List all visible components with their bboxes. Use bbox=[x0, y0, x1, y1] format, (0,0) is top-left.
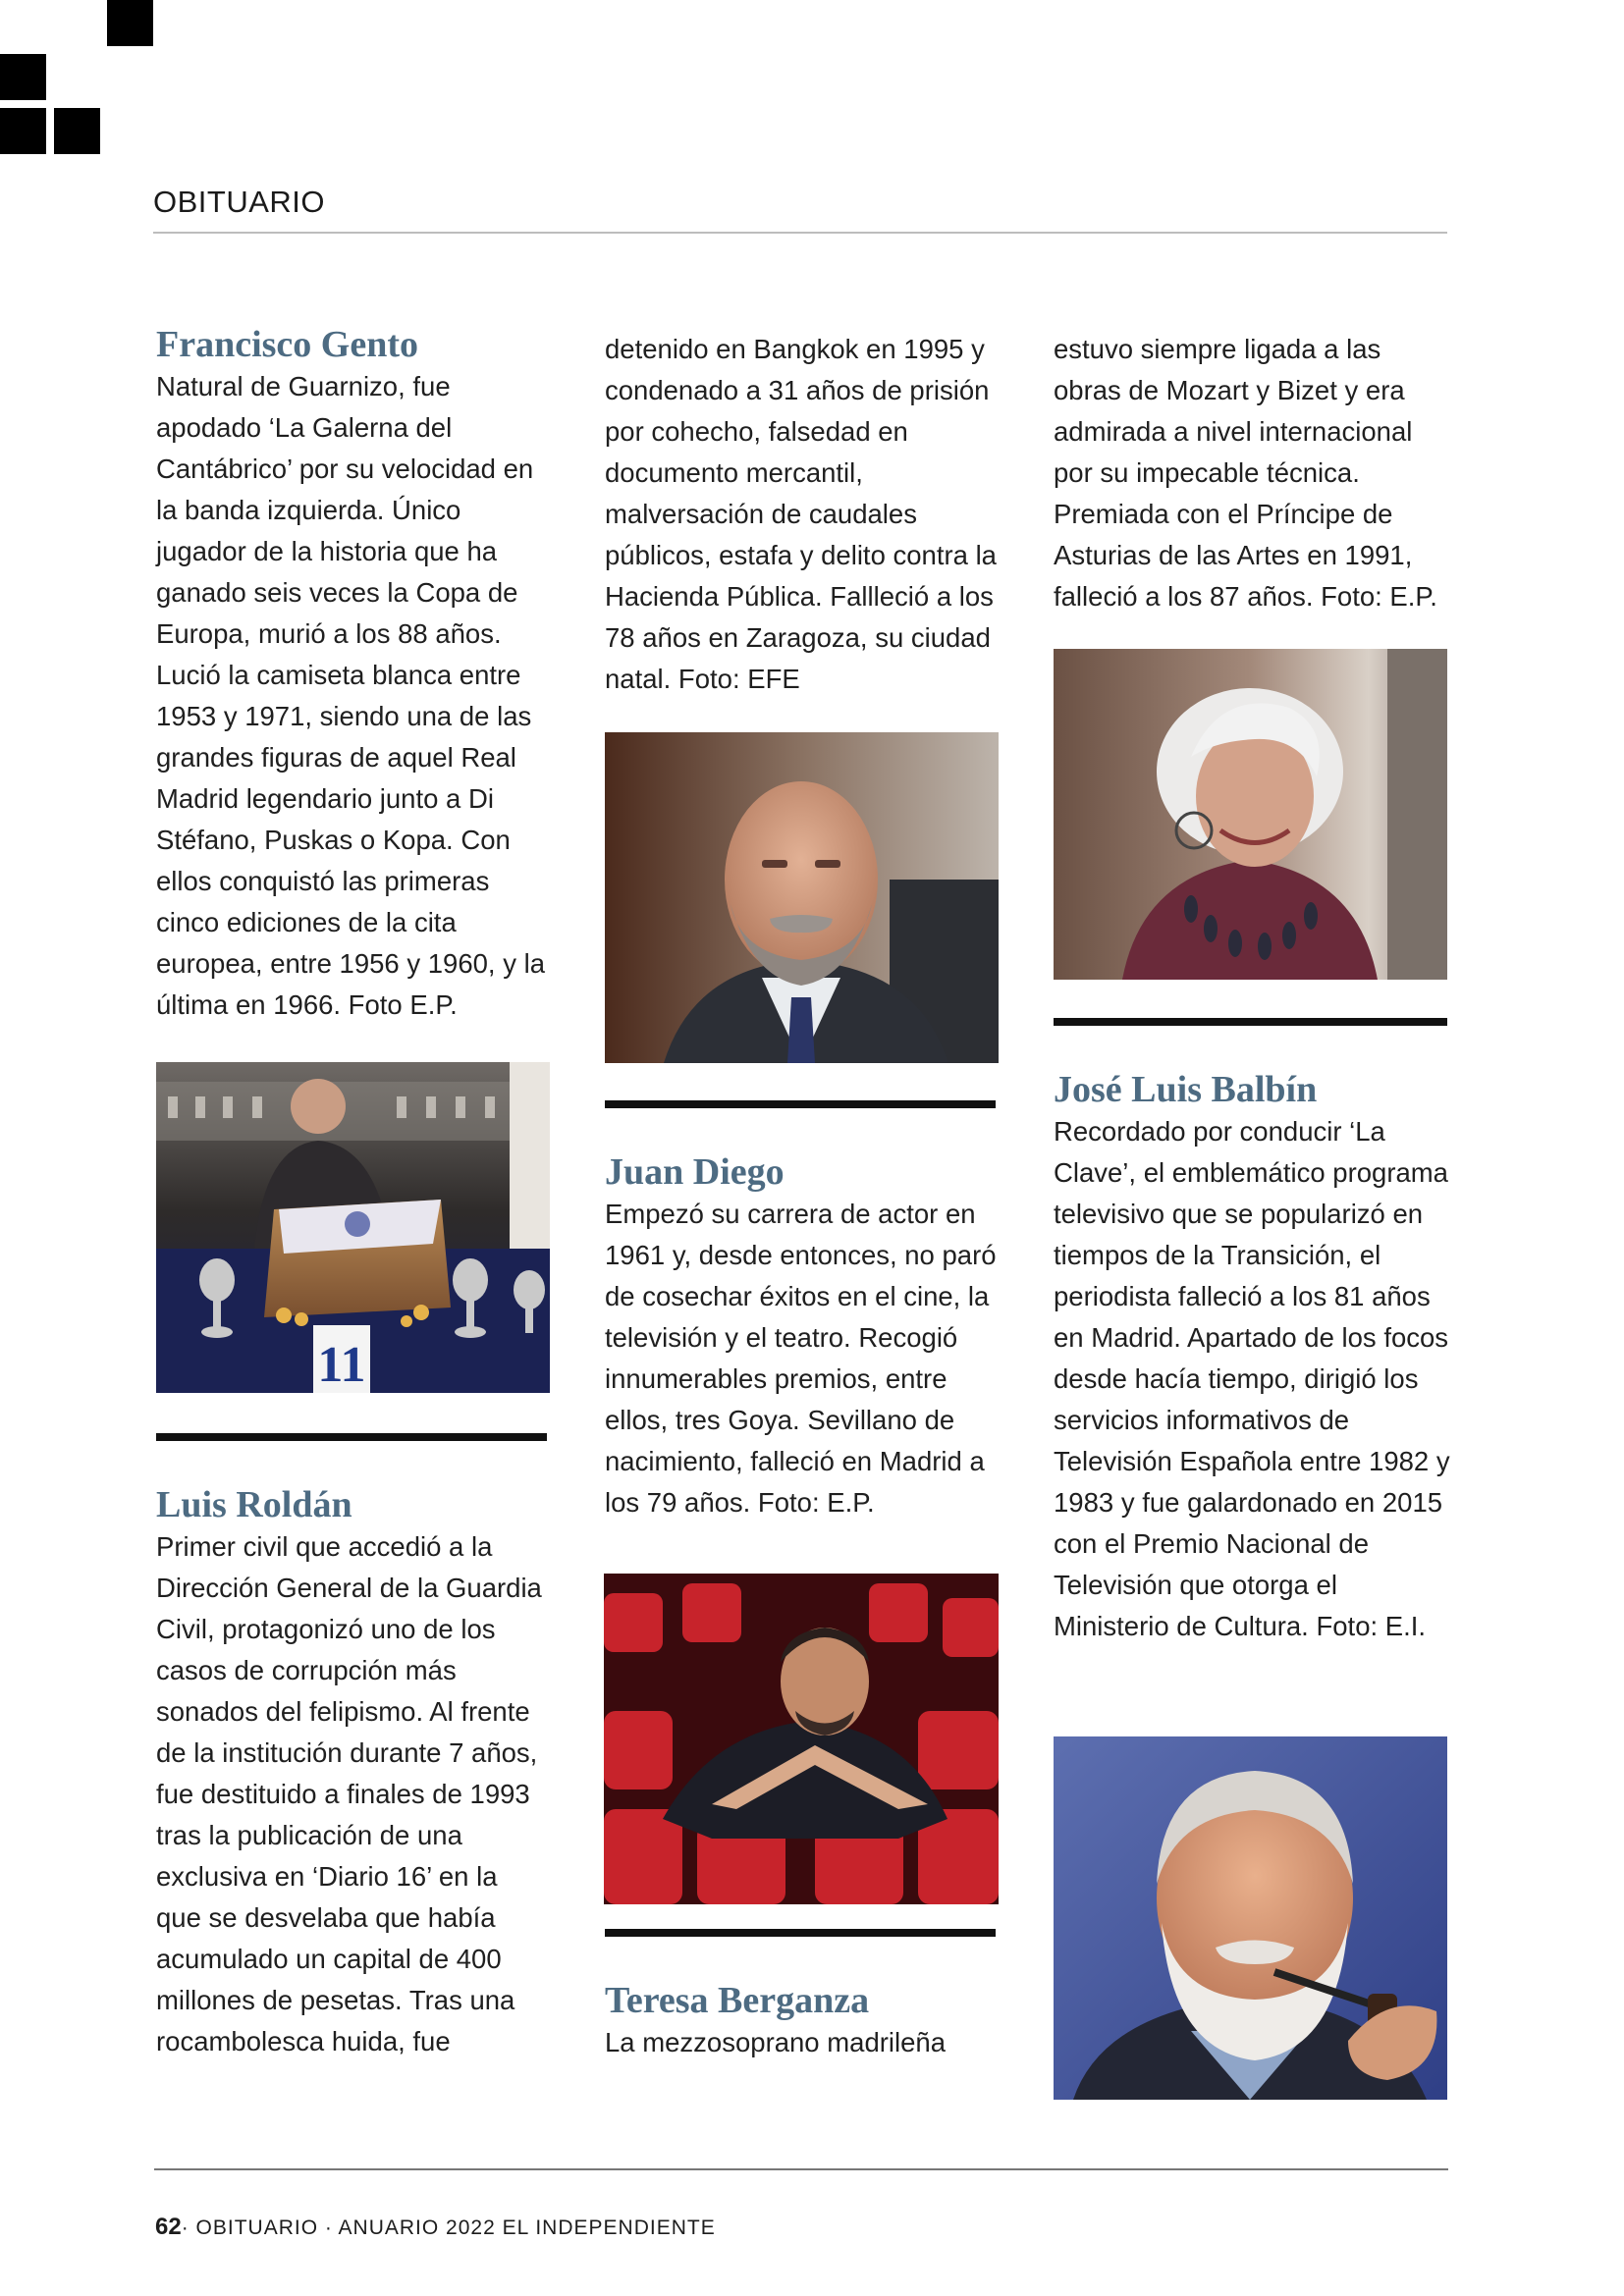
entry-name-balbin: José Luis Balbín bbox=[1054, 1069, 1318, 1110]
entry-juan-diego bbox=[605, 1150, 1002, 1523]
entry-gento bbox=[156, 323, 554, 1026]
entry-divider-3 bbox=[605, 1929, 996, 1937]
entry-roldan bbox=[156, 1483, 554, 2062]
entry-text-berganza-part2: estuvo siempre ligada a las obras de Mozart y Bizet y era admirada a nivel internacional por su impecable técnica. Premiada con el Príncipe de Asturias de las Artes en 1991, falleció a los 87 años. Foto: E.P. bbox=[1054, 334, 1437, 612]
corner-square-2 bbox=[0, 54, 46, 100]
photo-balbin bbox=[1054, 1736, 1447, 2100]
photo-roldan bbox=[605, 732, 999, 1063]
photo-juan-diego-image bbox=[604, 1574, 999, 1904]
photo-balbin-image bbox=[1054, 1736, 1447, 2100]
footer-text: · OBITUARIO · ANUARIO 2022 EL INDEPENDIENTE bbox=[181, 2216, 716, 2239]
entry-text-berganza-part1: La mezzosoprano madrileña bbox=[605, 2027, 946, 2057]
entry-name-gento: Francisco Gento bbox=[156, 324, 419, 365]
photo-gento-image bbox=[156, 1062, 550, 1393]
page-number: 62 bbox=[155, 2214, 182, 2240]
footer-rule bbox=[154, 2168, 1448, 2170]
entry-name-roldan: Luis Roldán bbox=[156, 1484, 352, 1525]
photo-berganza bbox=[1054, 649, 1447, 980]
entry-divider-1 bbox=[156, 1433, 547, 1441]
photo-juan-diego bbox=[604, 1574, 999, 1904]
entry-roldan-continued bbox=[605, 329, 1002, 700]
photo-berganza-image bbox=[1054, 649, 1447, 980]
entry-berganza-continued bbox=[1054, 329, 1451, 617]
entry-divider-4 bbox=[1054, 1018, 1447, 1026]
entry-name-juan-diego: Juan Diego bbox=[605, 1151, 785, 1193]
header-rule bbox=[153, 232, 1447, 234]
entry-text-roldan-part1: Primer civil que accedió a la Dirección General de la Guardia Civil, protagonizó uno de los casos de corrupción más sonados del felipismo. Al frente de la institución durante 7 años, fue destituido a finales de 1993 tras la publicación de una exclusiva en ‘Diario 16’ en la que se desvelaba que había acumulado un capital de 400 millones de pesetas. Tras una rocambolesca huida, fue bbox=[156, 1531, 542, 2056]
entry-berganza bbox=[605, 1979, 1002, 2063]
section-label: OBITUARIO bbox=[153, 185, 326, 219]
entry-text-roldan-part2: detenido en Bangkok en 1995 y condenado a 31 años de prisión por cohecho, falsedad en documento mercantil, malversación de caudales públicos, estafa y delito contra la Hacienda Pública. Fallleció a los 78 años en Zaragoza, su ciudad natal. Foto: EFE bbox=[605, 334, 997, 694]
corner-square-4 bbox=[54, 108, 100, 154]
page-footer bbox=[155, 2214, 716, 2241]
entry-text-juan-diego: Empezó su carrera de actor en 1961 y, desde entonces, no paró de cosechar éxitos en el cine, la televisión y el teatro. Recogió innumerables premios, entre ellos, tres Goya. Sevillano de nacimiento, falleció en Madrid a los 79 años. Foto: E.P. bbox=[605, 1199, 997, 1518]
entry-name-berganza: Teresa Berganza bbox=[605, 1980, 870, 2021]
corner-square-1 bbox=[107, 0, 153, 46]
jersey-number: 11 bbox=[317, 1337, 366, 1393]
photo-roldan-image bbox=[605, 732, 999, 1063]
entry-balbin bbox=[1054, 1068, 1451, 1647]
entry-text-balbin: Recordado por conducir ‘La Clave’, el emblemático programa televisivo que se popularizó en tiempos de la Transición, el periodista falleció a los 81 años en Madrid. Apartado de los focos desde hacía tiempo, dirigió los servicios informativos de Televisión Española entre 1982 y 1983 y fue galardonado en 2015 con el Premio Nacional de Televisión que otorga el Ministerio de Cultura. Foto: E.I. bbox=[1054, 1116, 1450, 1641]
entry-text-gento: Natural de Guarnizo, fue apodado ‘La Galerna del Cantábrico’ por su velocidad en la banda izquierda. Único jugador de la historia que ha ganado seis veces la Copa de Europa, murió a los 88 años. Lució la camiseta blanca entre 1953 y 1971, siendo una de las grandes figuras de aquel Real Madrid legendario junto a Di Stéfano, Puskas o Kopa. Con ellos conquistó las primeras cinco ediciones de la cita europea, entre 1956 y 1960, y la última en 1966. Foto E.P. bbox=[156, 371, 545, 1020]
entry-divider-2 bbox=[605, 1100, 996, 1108]
photo-gento bbox=[156, 1062, 550, 1393]
corner-square-3 bbox=[0, 108, 46, 154]
